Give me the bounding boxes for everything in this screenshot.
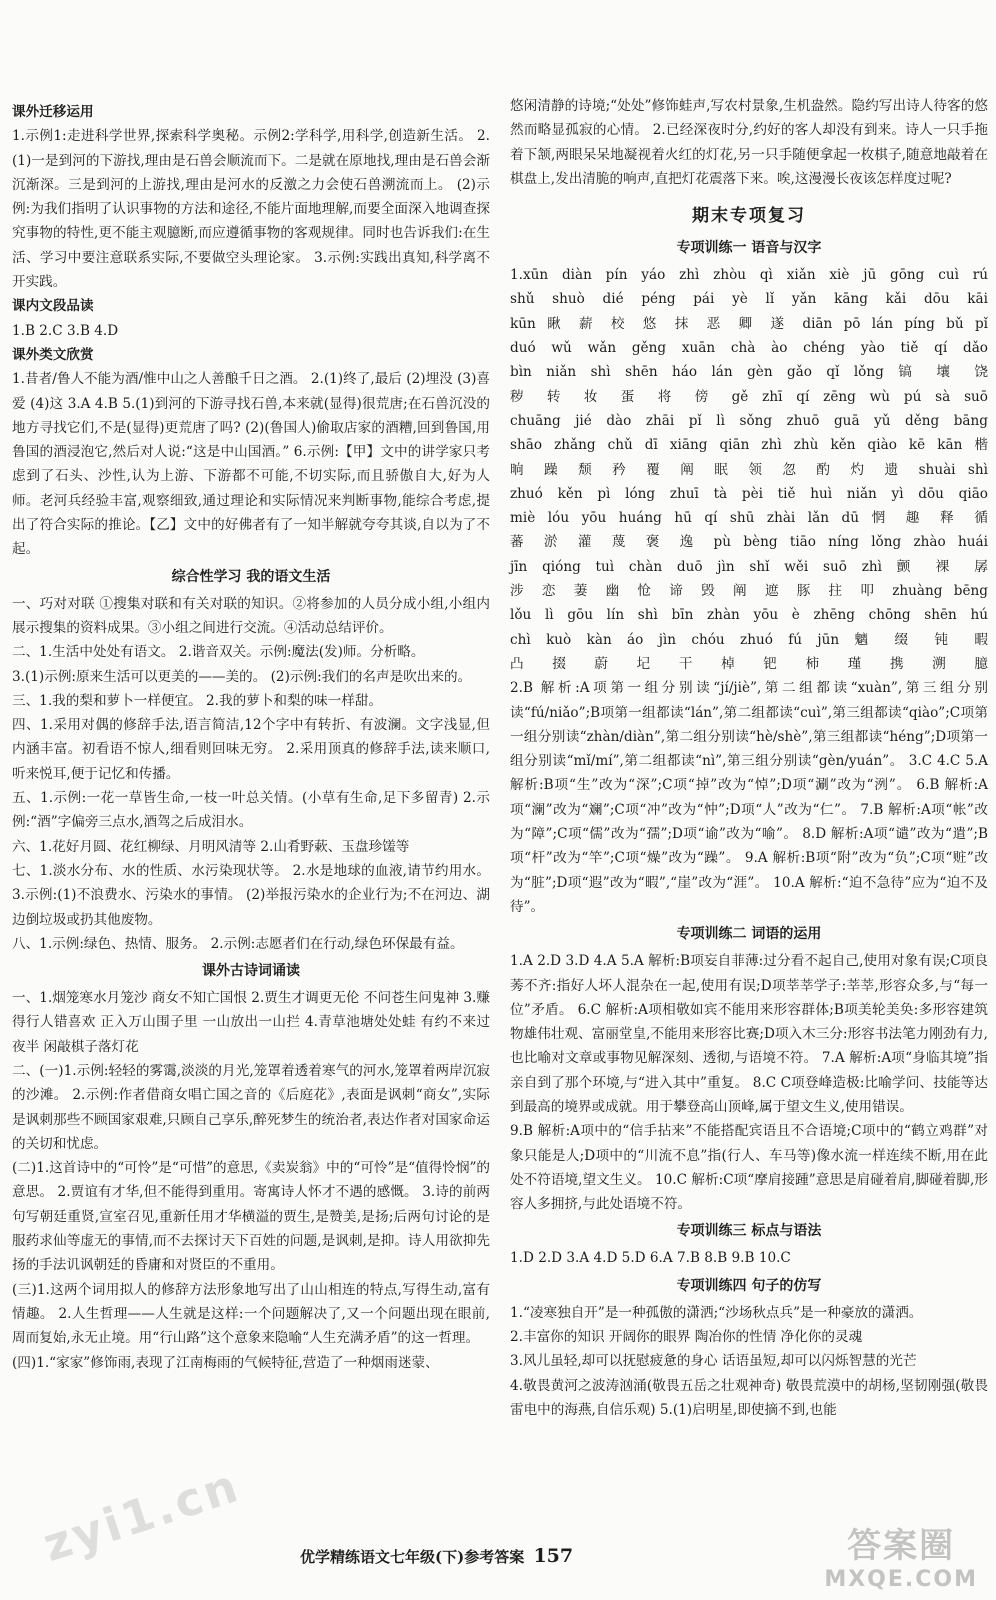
watermark-url: MXQE.COM — [824, 1567, 978, 1592]
pinyin-line: bìn niǎn shì shēn háo lán gèn gǎo qǐ lǒng 镐 壤 饶 — [510, 364, 988, 381]
section-heading: 课外迁移运用 — [12, 104, 94, 120]
answer-paragraph: 1.昔者/鲁人不能为酒/惟中山之人善酿千日之酒。 2.(1)终了,最后 (2)埋没 (3)喜爱 (4)这 3.A 4.B 5.(1)到河的下游寻找石兽,本来就(显得)很荒唐;在石兽沉没的地方寻找它们,不是(显得)更荒唐了吗? (2)(鲁国人)偷取店家的酒糟,回到鲁国,用鲁国的酒浸泡它,然后对人说:“这是中山国酒。” 6.示例:【甲】文中的讲学家只考虑到了石头、沙性,认为上游、下游都不可能,不切实际,而且骄傲自大,好为人师。老河兵经验丰富,观察细致,通过理论和实际情况来判断事物,能综合考虑,提出了符合实际的推论。【乙】文中的好佛者有了一知半解就夸夸其谈,自以为了不起。 — [12, 371, 490, 558]
pinyin-line: lǒu lì gōu lín shì bīn zhàn yōu è zhēng chōng shēn hú — [510, 607, 988, 624]
section-title: 课外古诗词诵读 — [202, 963, 300, 980]
answer-paragraph: 六、1.花好月圆、花红柳绿、月明风清等 2.山肴野蔌、玉盘珍馐等 — [12, 838, 410, 855]
pinyin-line: 秽 转 妆 蛋 将 傍 gě zhī qí zēng wù pú sà suō — [510, 388, 988, 405]
answer-paragraph: 1.A 2.D 3.D 4.A 5.A 解析:B项妄自菲薄:过分看不起自己,使用对象有误;C项良莠不齐:指好人坏人混杂在一起,使用有误;D项莘莘学子:莘莘,形容众多,与“每一位”矛盾。 6.C 解析:A项相敬如宾不能用来形容群体;B项美轮美奂:多形容建筑物雄伟壮观、富丽堂皇,不能用来形容比赛;D项入木三分:形容书法笔力刚劲有力,也比喻对文章或事物见解深刻、透彻,与语境不符。 7.A 解析:A项“身临其境”指亲自到了那个环境,与“进入其中”重复。 8.C C项登峰造极:比喻学问、技能等达到最高的境界或成就。用于攀登高山顶峰,属于望文生义,使用错误。 — [510, 953, 988, 1115]
answer-paragraph: 2.B 解析:A项第一组分别读“jí/jiè”,第二组都读“xuàn”,第三组分别读“fú/niǎo”;B项第一组都读“lán”,第二组都读“cuì”,第三组都读“qiào”;C项第一组分别读“zhàn/diàn”,第二组分别读“hè/shè”,第三组都读“héng”;D项第一组分别读“mǐ/mí”,第二组都读“nì”,第三组分别读“gèn/yuán”。 3.C 4.C 5.A 解析:B项“生”改为“深”;C项“掉”改为“悼”;D项“涮”改为“洌”。 6.B 解析:A项“澜”改为“斓”;C项“冲”改为“忡”;D项“人”改为“仁”。 7.B 解析:A项“帐”改为“障”;C项“儒”改为“孺”;D项“谕”改为“喻”。 8.D 解析:A项“谴”改为“遣”;B项“杆”改为“竿”;C项“燥”改为“躁”。 9.A 解析:B项“附”改为“负”;C项“赃”改为“脏”;D项“遐”改为“暇”,“崖”改为“涯”。 10.A 解析:“迫不急待”应为“迫不及待”。 — [510, 680, 988, 915]
answer-paragraph: 三、1.我的梨和萝卜一样便宜。 2.我的萝卜和梨的味一样甜。 — [12, 692, 383, 709]
pinyin-line: chì kuò kàn áo jìn chóu zhuó fú jūn 魑 缀 钝 暇 — [510, 631, 988, 648]
pinyin-line: zhuó kěn pì lóng zhuī tà pèi tiě huì niǎn yì dōu qiāo — [510, 485, 988, 502]
answer-paragraph: 七、1.淡水分布、水的性质、水污染现状等。 2.水是地球的血液,请节约用水。 3.示例:(1)不浪费水、污染水的事情。 (2)举报污染水的企业行为;不在河边、湖边倒垃圾或扔其他废物。 — [12, 862, 490, 928]
watermark-logo-text: 答案圈 — [847, 1526, 956, 1566]
answer-paragraph: 4.敬畏黄河之波涛汹涌(敬畏五岳之壮观神奇) 敬畏荒漠中的胡杨,坚韧刚强(敬畏雷电中的海燕,自信乐观) 5.(1)启明星,即使摘不到,也能 — [510, 1377, 988, 1418]
section-heading: 课外类文欣赏 — [12, 346, 94, 363]
page-number: 157 — [533, 1545, 574, 1567]
answer-paragraph: 2.丰富你的知识 开阔你的眼界 陶冶你的性情 净化你的灵魂 — [510, 1329, 863, 1346]
answer-paragraph: 八、1.示例:绿色、热情、服务。 2.示例:志愿者们在行动,绿色环保最有益。 — [12, 935, 464, 952]
answer-paragraph: (四)1.“家家”修饰雨,表现了江南梅雨的气候特征,营造了一种烟雨迷蒙、 — [12, 1354, 439, 1371]
pinyin-line: 涉 恋 萋 幽 怆 谛 毁 阐 遮 豚 拄 叩 zhuàng bēng — [510, 583, 988, 600]
pinyin-line: duó wǔ wǎn gěng xuān chà ào chéng yào tiě qí dǎo — [510, 340, 988, 357]
right-column — [510, 94, 988, 1422]
pinyin-line: kūn 瞅 薪 校 悠 抹 恶 卿 遂 diān pō lán píng bǔ pǐ — [510, 315, 988, 332]
answer-paragraph: (三)1.这两个词用拟人的修辞方法形象地写出了山山相连的特点,写得生动,富有情趣。 2.人生哲理——人生就是这样:一个问题解决了,又一个问题出现在眼前,周而复始,永无止境。用“行山路”这个意象来隐喻“人生充满矛盾”的这一哲理。 — [12, 1281, 490, 1347]
pinyin-line: chuāng jié dào zhāi pǐ lì sǒng zhuō guā yǔ děng bāng — [510, 412, 988, 429]
left-column — [12, 100, 490, 1375]
answer-paragraph: 一、巧对对联 ①搜集对联和有关对联的知识。②将参加的人员分成小组,小组内展示搜集的资料成果。③小组之间进行交流。④活动总结评价。 — [12, 595, 490, 636]
page-footer — [300, 1545, 720, 1567]
watermark-right — [824, 1518, 978, 1592]
footer-title: 优学精练语文七年级(下)参考答案 — [300, 1548, 525, 1566]
section-heading: 课内文段品读 — [12, 298, 94, 315]
section-title: 专项训练四 句子的仿写 — [676, 1277, 822, 1294]
section-title: 专项训练二 词语的运用 — [676, 926, 822, 943]
pinyin-line: 晌 躁 颓 矜 覆 阐 眠 领 忽 酌 灼 遗 shuài shì — [510, 461, 988, 478]
section-title: 综合性学习 我的语文生活 — [171, 568, 331, 585]
answer-paragraph: 五、1.示例:一花一草皆生命,一枝一叶总关情。(小草有生命,足下多留青) 2.示例:“酒”字偏旁三点水,酒驾之后成泪水。 — [12, 790, 490, 831]
pinyin-line: shǔ shuò dié péng pái yè lǐ yǎn kāng kǎi dōu kāi — [510, 291, 988, 308]
watermark-left: zyi1.cn — [36, 1457, 247, 1573]
pinyin-line: 凸 掇 蔚 圮 干 棹 钯 柿 瑾 携 溯 臆 — [510, 655, 988, 672]
section-title: 专项训练三 标点与语法 — [676, 1223, 822, 1240]
answer-paragraph: 悠闲清静的诗境;“处处”修饰蛙声,写农村景象,生机盎然。隐约写出诗人待客的悠然而略显孤寂的心情。 2.已经深夜时分,约好的客人却没有到来。诗人一只手拖着下颔,两眼呆呆地凝视着火红的灯花,另一只手随便拿起一枚棋子,随意地敲着在棋盘上,发出清脆的响声,直把灯花震落下来。唉,这漫漫长夜该怎样度过呢? — [510, 98, 988, 187]
answer-paragraph: 3.(1)示例:原来生活可以更美的——美的。 (2)示例:我们的名声是吹出来的。 — [12, 668, 472, 685]
section-title: 专项训练一 语音与汉字 — [676, 240, 822, 257]
answer-paragraph: 一、1.烟笼寒水月笼沙 商女不知亡国恨 2.贾生才调更无伦 不问苍生问鬼神 3.赚得行人错喜欢 正入万山围子里 一山放出一山拦 4.青草池塘处处蛙 有约不来过夜半 闲敲棋子落灯花 — [12, 990, 490, 1055]
answer-paragraph: 1.B 2.C 3.B 4.D — [12, 322, 119, 339]
answer-paragraph: 1.示例1:走进科学世界,探索科学奥秘。示例2:学科学,用科学,创造新生活。 2.(1)一是到河的下游找,理由是石兽会顺流而下。二是就在原地找,理由是石兽会渐沉渐深。三是到河的上游找,理由是河水的反激之力会使石兽溯流而上。 (2)示例:为我们指明了认识事物的方法和途径,不能片面地理解,而要全面深入地调查探究事物的特性,更不能主观臆断,而应遵循事物的客观规律。同时也告诉我们:在生活、学习中要注意联系实际,不要做空头理论家。 3.示例:实践出真知,科学离不开实践。 — [12, 128, 490, 291]
answer-paragraph: (二)1.这首诗中的“可怜”是“可惜”的意思,《卖炭翁》中的“可怜”是“值得怜悯”的意思。 2.贾谊有才华,但不能得到重用。寄寓诗人怀才不遇的感慨。 3.诗的前两句写朝廷重贤,宣室召见,重新任用才华横溢的贾生,是赞美,是扬;后两句讨论的是服药求仙等虚无的事情,而不去探讨天下百姓的问题,是讽刺,是抑。诗人用欲抑先扬的手法讥讽朝廷的昏庸和对贤臣的不重用。 — [12, 1160, 490, 1274]
chapter-title: 期末专项复习 — [692, 206, 806, 227]
answer-paragraph: 二、(一)1.示例:轻轻的雾霭,淡淡的月光,笼罩着透着寒气的河水,笼罩着两岸沉寂的沙滩。 2.示例:作者借商女唱亡国之音的《后庭花》,表面是讽刺“商女”,实际是讽刺那些不顾国家艰难,只顾自己享乐,醉死梦生的统治者,表达作者对国家命运的关切和忧虑。 — [12, 1062, 490, 1152]
answer-paragraph: 四、1.采用对偶的修辞手法,语言简洁,12个字中有转折、有波澜。文字浅显,但内涵丰富。初看语不惊人,细看则回味无穷。 2.采用顶真的修辞手法,读来顺口,听来悦耳,便于记忆和传播。 — [12, 717, 490, 782]
answer-paragraph: 9.B 解析:A项中的“信手拈来”不能搭配宾语且不合语境;C项中的“鹤立鸡群”对象只能是人;D项中的“川流不息”指(行人、车马等)像水流一样连续不断,用在此处不符语境,望文生义。 10.C 解析:C项“摩肩接踵”意思是肩碰着肩,脚碰着脚,形容人多拥挤,与此处语境不符。 — [510, 1123, 988, 1213]
answer-paragraph: 1.D 2.D 3.A 4.D 5.D 6.A 7.B 8.B 9.B 10.C — [510, 1250, 791, 1267]
pinyin-line: miè lóu yōu huáng hū qí shū zhài lǎn dū 惘 趣 释 循 — [510, 510, 988, 527]
pinyin-line: 1.xūn diàn pín yáo zhì zhòu qì xiǎn xiè jū gōng cuì rú — [510, 267, 988, 284]
answer-paragraph: 二、1.生活中处处有语文。 2.谐音双关。示例:魔法(发)师。分析略。 — [12, 644, 425, 661]
answer-paragraph: 3.风儿虽轻,却可以抚慰疲惫的身心 话语虽短,却可以闪烁智慧的光芒 — [510, 1353, 917, 1370]
pinyin-line: shāo zhǎng chǔ dī xiāng qiān zhì zhù kěn qiào kē kān 楷 — [510, 437, 988, 454]
pinyin-line: 蕃 淤 灌 蔑 褒 逸 pù bèng tiāo níng lǒng zhào huái — [510, 534, 988, 551]
pinyin-line: jīn qióng tuì chàn duō jìn shǐ wěi suō zhì 颤 裸 孱 — [510, 558, 988, 575]
answer-paragraph: 1.“凌寒独自开”是一种孤傲的潇洒;“沙场秋点兵”是一种豪放的潇洒。 — [510, 1304, 923, 1321]
